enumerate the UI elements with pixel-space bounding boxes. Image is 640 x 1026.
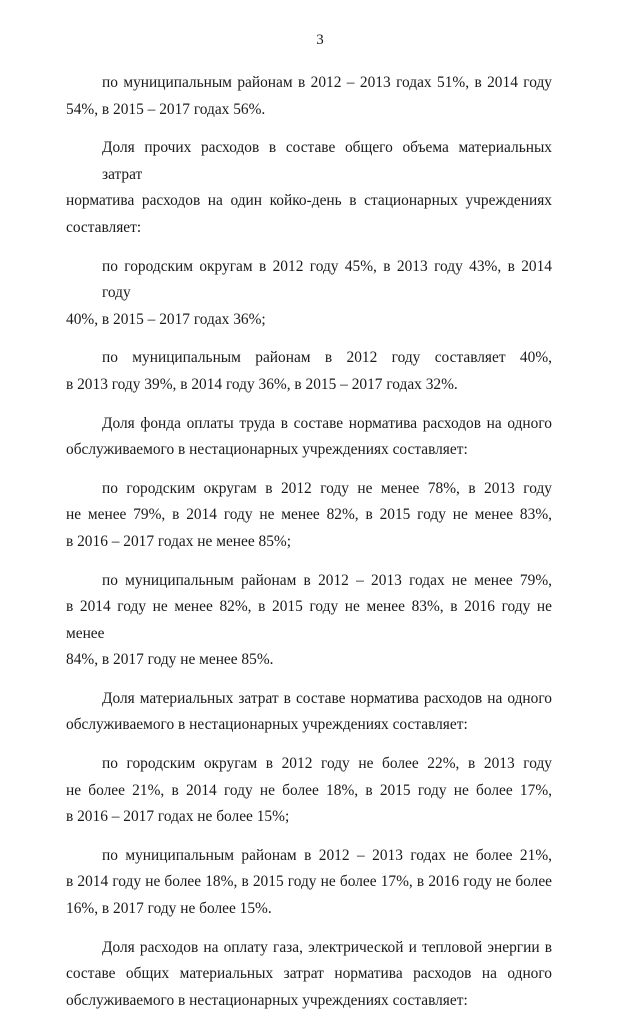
text-line: не менее 79%, в 2014 году не менее 82%, в 2015 году не менее 83%, [66, 506, 552, 524]
text-line: Доля прочих расходов в составе общего объема материальных затрат [102, 139, 552, 183]
text-line: обслуживаемого в нестационарных учреждениях составляет: [66, 716, 468, 734]
paragraph [66, 345, 552, 398]
text-line: в 2014 году не более 18%, в 2015 году не более 17%, в 2016 году не более [66, 873, 552, 891]
text-line: Доля расходов на оплату газа, электрической и тепловой энергии в [102, 938, 552, 956]
text-line: в 2014 году не менее 82%, в 2015 году не менее 83%, в 2016 году не менее [66, 598, 552, 642]
text-line: составляет: [66, 218, 142, 236]
text-line: в 2016 – 2017 годах не менее 85%; [66, 532, 292, 550]
paragraph [66, 843, 552, 923]
text-line: 54%, в 2015 – 2017 годах 56%. [66, 100, 266, 118]
paragraph [66, 254, 552, 334]
text-line: по муниципальным районам в 2012 – 2013 годах не более 21%, [102, 846, 552, 864]
paragraph [66, 751, 552, 831]
text-line: по муниципальным районам в 2012 – 2013 годах 51%, в 2014 году [102, 74, 552, 91]
text-line: по городским округам в 2012 году не менее 78%, в 2013 году [102, 479, 552, 497]
page-number: 3 [316, 32, 324, 48]
text-line: 84%, в 2017 году не менее 85%. [66, 651, 274, 669]
paragraph [66, 135, 552, 241]
paragraph [66, 935, 552, 1015]
text-line: по городским округам в 2012 году 45%, в 2013 году 43%, в 2014 году [102, 257, 552, 302]
text-line: Доля материальных затрат в составе норматива расходов на одного [102, 689, 552, 707]
text-line: обслуживаемого в нестационарных учреждениях составляет: [66, 991, 468, 1009]
text-line: Доля фонда оплаты труда в составе норматива расходов на одного [102, 414, 552, 432]
text-line: обслуживаемого в нестационарных учреждениях составляет: [66, 441, 468, 459]
text-line: в 2013 году 39%, в 2014 году 36%, в 2015 – 2017 годах 32%. [66, 375, 458, 393]
text-line: по муниципальным районам в 2012 – 2013 годах не менее 79%, [102, 571, 552, 589]
paragraph [66, 70, 552, 123]
document-body [66, 70, 552, 1026]
paragraph [66, 568, 552, 674]
paragraph [66, 686, 552, 739]
text-line: не более 21%, в 2014 году не более 18%, в 2015 году не более 17%, [66, 781, 552, 799]
text-line: составе общих материальных затрат норматива расходов на одного [66, 965, 552, 983]
text-line: по городским округам в 2012 году не более 22%, в 2013 году [102, 755, 552, 773]
text-line: 16%, в 2017 году не более 15%. [66, 900, 272, 918]
paragraph [66, 476, 552, 556]
text-line: в 2016 – 2017 годах не более 15%; [66, 808, 290, 826]
text-line: 40%, в 2015 – 2017 годах 36%; [66, 310, 266, 328]
text-line: норматива расходов на один койко-день в стационарных учреждениях [66, 192, 552, 210]
paragraph [66, 411, 552, 464]
text-line: по муниципальным районам в 2012 году составляет 40%, [102, 349, 552, 367]
